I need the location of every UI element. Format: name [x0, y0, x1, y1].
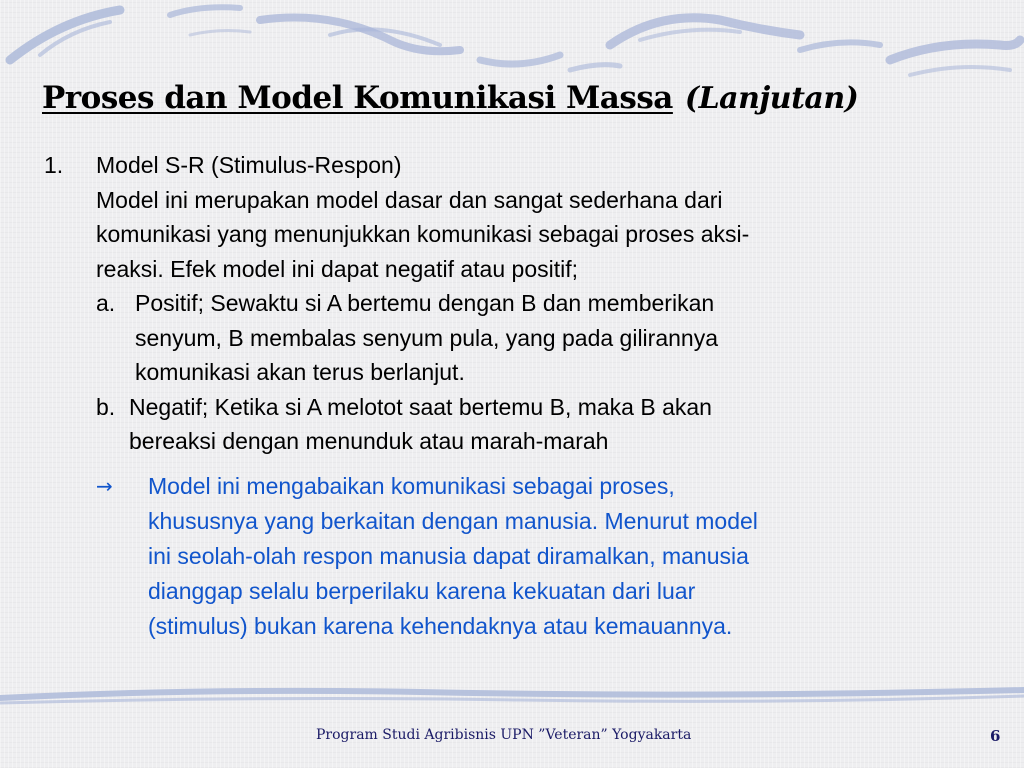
sub-item-a-label: a.	[96, 290, 116, 316]
item-desc-line-3: reaksi. Efek model ini dapat negatif atau positif;	[96, 255, 579, 282]
note-line-1: Model ini mengabaikan komunikasi sebagai proses,	[148, 472, 675, 499]
item-desc-line-1: Model ini merupakan model dasar dan sangat sederhana dari	[96, 186, 723, 213]
note-line-4: dianggap selalu berperilaku karena kekuatan dari luar	[148, 577, 696, 604]
page-number: 6	[990, 727, 1001, 745]
bottom-swoosh-decoration	[0, 680, 1024, 710]
slide-body	[44, 148, 994, 644]
item-desc-line-2: komunikasi yang menunjukkan komunikasi sebagai proses aksi-	[96, 221, 750, 247]
arrow-right-icon: →	[96, 473, 113, 498]
note-line-5: (stimulus) bukan karena kehendaknya atau kemauannya.	[148, 612, 733, 639]
footer-text: Program Studi Agribisnis UPN ”Veteran” Yogyakarta	[316, 727, 692, 743]
sub-item-a-line-1: Positif; Sewaktu si A bertemu dengan B dan memberikan	[135, 290, 715, 316]
sub-item-b-line-1: Negatif; Ketika si A melotot saat bertemu B, maka B akan	[129, 393, 712, 420]
sub-item-b-line-2: bereaksi dengan menunduk atau marah-marah	[129, 428, 609, 454]
note-line-3: ini seolah-olah respon manusia dapat diramalkan, manusia	[148, 542, 749, 569]
sub-item-a-line-2: senyum, B membalas senyum pula, yang pada gilirannya	[135, 324, 718, 351]
title-main: Proses dan Model Komunikasi Massa	[42, 80, 673, 116]
top-swoosh-decoration	[0, 0, 1024, 90]
sub-item-a-line-3: komunikasi akan terus berlanjut.	[135, 359, 465, 385]
sub-item-b	[96, 390, 994, 459]
note-block	[96, 469, 994, 644]
item-heading: Model S-R (Stimulus-Respon)	[96, 152, 402, 178]
sub-item-b-label: b.	[96, 393, 116, 420]
sub-item-a	[96, 286, 994, 390]
item-number: 1.	[44, 152, 64, 178]
title-suffix: (Lanjutan)	[684, 81, 859, 116]
slide-title	[42, 80, 858, 116]
note-line-2: khususnya yang berkaitan dengan manusia. Menurut model	[148, 507, 758, 534]
list-item-1	[44, 148, 994, 286]
